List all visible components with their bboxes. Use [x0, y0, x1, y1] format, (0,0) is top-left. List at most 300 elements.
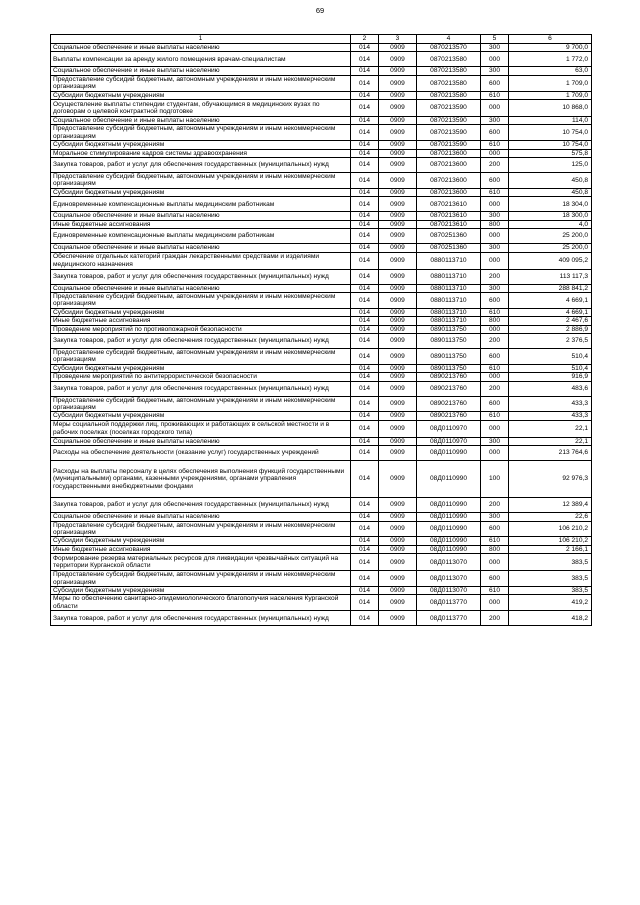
row-sum: 2 886,9 [509, 325, 592, 333]
row-gr: 014 [351, 446, 379, 461]
row-rz: 0909 [379, 188, 417, 196]
row-cs: 0890213760 [417, 381, 481, 396]
row-vr: 600 [481, 75, 509, 91]
column-header: 2 [351, 35, 379, 44]
row-name: Единовременные компенсационные выплаты медицинским работникам [51, 229, 351, 244]
row-name: Выплаты компенсации за аренду жилого помещения врачам-специалистам [51, 52, 351, 67]
table-row [51, 396, 592, 412]
row-name: Социальное обеспечение и иные выплаты населению [51, 284, 351, 292]
row-sum: 10 868,0 [509, 100, 592, 117]
table-row [51, 117, 592, 125]
row-rz: 0909 [379, 381, 417, 396]
table-row [51, 348, 592, 364]
table-row [51, 446, 592, 461]
row-vr: 000 [481, 446, 509, 461]
row-gr: 014 [351, 521, 379, 537]
row-rz: 0909 [379, 348, 417, 364]
row-gr: 014 [351, 67, 379, 75]
row-rz: 0909 [379, 587, 417, 595]
row-vr: 000 [481, 149, 509, 157]
row-cs: 08Д0110990 [417, 537, 481, 545]
row-rz: 0909 [379, 141, 417, 149]
row-sum: 25 200,0 [509, 229, 592, 244]
row-cs: 0870213600 [417, 188, 481, 196]
row-sum: 18 300,0 [509, 212, 592, 220]
row-rz: 0909 [379, 412, 417, 420]
row-name: Обеспечение отдельных категорий граждан лекарственными средствами и изделиями медицинского назначения [51, 252, 351, 269]
row-gr: 014 [351, 595, 379, 611]
row-cs: 0870213600 [417, 173, 481, 189]
row-gr: 014 [351, 461, 379, 498]
row-sum: 25 200,0 [509, 244, 592, 252]
row-sum: 4,0 [509, 220, 592, 228]
row-gr: 014 [351, 333, 379, 348]
table-row [51, 571, 592, 587]
column-header: 6 [509, 35, 592, 44]
row-vr: 300 [481, 437, 509, 445]
row-cs: 0870213590 [417, 100, 481, 117]
row-vr: 610 [481, 537, 509, 545]
table-row [51, 44, 592, 52]
row-rz: 0909 [379, 244, 417, 252]
budget-table [50, 34, 592, 626]
row-sum: 12 389,4 [509, 498, 592, 513]
table-row [51, 220, 592, 228]
table-row [51, 149, 592, 157]
row-sum: 575,8 [509, 149, 592, 157]
row-vr: 600 [481, 173, 509, 189]
row-rz: 0909 [379, 317, 417, 325]
table-row [51, 412, 592, 420]
row-rz: 0909 [379, 220, 417, 228]
table-row [51, 595, 592, 611]
row-rz: 0909 [379, 67, 417, 75]
row-sum: 418,2 [509, 611, 592, 626]
table-row [51, 611, 592, 626]
row-rz: 0909 [379, 91, 417, 99]
row-vr: 600 [481, 521, 509, 537]
table-row [51, 244, 592, 252]
row-cs: 0890113750 [417, 364, 481, 372]
row-gr: 014 [351, 44, 379, 52]
row-name: Проведение мероприятий по противопожарной безопасности [51, 325, 351, 333]
row-cs: 0890113750 [417, 333, 481, 348]
row-name: Закупка товаров, работ и услуг для обеспечения государственных (муниципальных) нужд [51, 381, 351, 396]
table-row [51, 67, 592, 75]
row-cs: 0870213580 [417, 91, 481, 99]
row-cs: 0890213760 [417, 396, 481, 412]
row-rz: 0909 [379, 373, 417, 381]
row-sum: 383,5 [509, 587, 592, 595]
table-row [51, 229, 592, 244]
table-row [51, 554, 592, 571]
row-sum: 22,6 [509, 513, 592, 521]
row-sum: 409 095,2 [509, 252, 592, 269]
row-sum: 114,0 [509, 117, 592, 125]
row-sum: 106 210,2 [509, 537, 592, 545]
row-rz: 0909 [379, 284, 417, 292]
row-sum: 10 754,0 [509, 125, 592, 141]
row-gr: 014 [351, 100, 379, 117]
row-name: Субсидии бюджетным учреждениям [51, 141, 351, 149]
row-gr: 014 [351, 498, 379, 513]
row-name: Субсидии бюджетным учреждениям [51, 308, 351, 316]
row-rz: 0909 [379, 595, 417, 611]
table-row [51, 252, 592, 269]
row-cs: 0870213600 [417, 149, 481, 157]
row-rz: 0909 [379, 75, 417, 91]
row-cs: 0880113710 [417, 269, 481, 284]
row-rz: 0909 [379, 571, 417, 587]
table-row [51, 284, 592, 292]
row-rz: 0909 [379, 461, 417, 498]
row-vr: 000 [481, 197, 509, 212]
row-gr: 014 [351, 381, 379, 396]
row-gr: 014 [351, 292, 379, 308]
row-gr: 014 [351, 212, 379, 220]
row-gr: 014 [351, 220, 379, 228]
row-sum: 916,9 [509, 373, 592, 381]
row-cs: 08Д0110990 [417, 446, 481, 461]
row-rz: 0909 [379, 308, 417, 316]
table-row [51, 381, 592, 396]
row-rz: 0909 [379, 498, 417, 513]
row-vr: 300 [481, 513, 509, 521]
row-name: Социальное обеспечение и иные выплаты населению [51, 117, 351, 125]
row-name: Предоставление субсидий бюджетным, автономным учреждениям и иным некоммерческим организациям [51, 292, 351, 308]
table-row [51, 420, 592, 437]
row-rz: 0909 [379, 333, 417, 348]
row-cs: 08Д0113070 [417, 571, 481, 587]
row-name: Субсидии бюджетным учреждениям [51, 364, 351, 372]
row-name: Осуществление выплаты стипендии студентам, обучающимся в медицинских вузах по договорам о целевой контрактной подготовке [51, 100, 351, 117]
row-gr: 014 [351, 188, 379, 196]
row-cs: 0880113710 [417, 317, 481, 325]
row-sum: 2 166,1 [509, 545, 592, 553]
row-gr: 014 [351, 317, 379, 325]
table-row [51, 317, 592, 325]
row-name: Расходы на выплаты персоналу в целях обеспечения выполнения функций государственными (муниципальными) органами, казенными учреждениями, органами управления государственными внебюджетными фондами [51, 461, 351, 498]
row-name: Субсидии бюджетным учреждениям [51, 188, 351, 196]
row-rz: 0909 [379, 269, 417, 284]
row-sum: 288 841,2 [509, 284, 592, 292]
row-gr: 014 [351, 571, 379, 587]
row-cs: 0890113750 [417, 325, 481, 333]
row-rz: 0909 [379, 513, 417, 521]
row-sum: 1 709,0 [509, 91, 592, 99]
row-sum: 1 772,0 [509, 52, 592, 67]
row-vr: 610 [481, 412, 509, 420]
row-rz: 0909 [379, 117, 417, 125]
row-sum: 10 754,0 [509, 141, 592, 149]
row-rz: 0909 [379, 545, 417, 553]
table-row [51, 521, 592, 537]
row-vr: 800 [481, 220, 509, 228]
row-cs: 0880113710 [417, 292, 481, 308]
row-rz: 0909 [379, 611, 417, 626]
row-vr: 100 [481, 461, 509, 498]
row-vr: 600 [481, 571, 509, 587]
row-rz: 0909 [379, 325, 417, 333]
table-row [51, 173, 592, 189]
row-rz: 0909 [379, 554, 417, 571]
row-cs: 0870213610 [417, 212, 481, 220]
row-cs: 0870213590 [417, 125, 481, 141]
row-name: Иные бюджетные ассигнования [51, 220, 351, 228]
table-row [51, 545, 592, 553]
table-row [51, 373, 592, 381]
row-cs: 0890213760 [417, 373, 481, 381]
row-vr: 000 [481, 100, 509, 117]
column-header: 5 [481, 35, 509, 44]
row-cs: 0870213610 [417, 220, 481, 228]
row-gr: 014 [351, 197, 379, 212]
row-gr: 014 [351, 158, 379, 173]
row-vr: 300 [481, 244, 509, 252]
row-vr: 000 [481, 595, 509, 611]
table-row [51, 437, 592, 445]
row-gr: 014 [351, 373, 379, 381]
row-sum: 92 976,3 [509, 461, 592, 498]
row-gr: 014 [351, 173, 379, 189]
row-sum: 22,1 [509, 420, 592, 437]
row-sum: 213 764,6 [509, 446, 592, 461]
row-vr: 000 [481, 52, 509, 67]
row-vr: 610 [481, 308, 509, 316]
row-sum: 113 117,3 [509, 269, 592, 284]
row-gr: 014 [351, 244, 379, 252]
table-row [51, 52, 592, 67]
row-gr: 014 [351, 554, 379, 571]
row-sum: 419,2 [509, 595, 592, 611]
row-cs: 0880113710 [417, 252, 481, 269]
row-vr: 800 [481, 545, 509, 553]
row-sum: 383,5 [509, 554, 592, 571]
table-row [51, 269, 592, 284]
table-row [51, 158, 592, 173]
row-name: Социальное обеспечение и иные выплаты населению [51, 244, 351, 252]
row-cs: 08Д0110990 [417, 521, 481, 537]
column-header: 4 [417, 35, 481, 44]
row-vr: 000 [481, 373, 509, 381]
row-cs: 0870213580 [417, 67, 481, 75]
row-sum: 450,8 [509, 173, 592, 189]
row-gr: 014 [351, 284, 379, 292]
row-gr: 014 [351, 348, 379, 364]
row-rz: 0909 [379, 537, 417, 545]
row-name: Предоставление субсидий бюджетным, автономным учреждениям и иным некоммерческим организациям [51, 75, 351, 91]
row-name: Социальное обеспечение и иные выплаты населению [51, 513, 351, 521]
row-vr: 200 [481, 269, 509, 284]
row-sum: 510,4 [509, 364, 592, 372]
row-rz: 0909 [379, 437, 417, 445]
row-cs: 0880113710 [417, 308, 481, 316]
table-row [51, 212, 592, 220]
row-vr: 300 [481, 117, 509, 125]
row-cs: 08Д0113770 [417, 595, 481, 611]
page-number: 69 [315, 6, 325, 15]
row-vr: 300 [481, 67, 509, 75]
row-cs: 08Д0113070 [417, 554, 481, 571]
row-rz: 0909 [379, 212, 417, 220]
table-row [51, 537, 592, 545]
row-gr: 014 [351, 141, 379, 149]
row-vr: 000 [481, 325, 509, 333]
row-gr: 014 [351, 364, 379, 372]
row-rz: 0909 [379, 44, 417, 52]
row-vr: 000 [481, 252, 509, 269]
row-name: Единовременные компенсационные выплаты медицинским работникам [51, 197, 351, 212]
row-gr: 014 [351, 537, 379, 545]
row-sum: 22,1 [509, 437, 592, 445]
table-row [51, 308, 592, 316]
row-rz: 0909 [379, 396, 417, 412]
row-sum: 433,3 [509, 396, 592, 412]
row-vr: 200 [481, 498, 509, 513]
table-row [51, 292, 592, 308]
row-vr: 800 [481, 317, 509, 325]
row-cs: 0870213590 [417, 141, 481, 149]
row-vr: 610 [481, 587, 509, 595]
row-vr: 600 [481, 396, 509, 412]
row-rz: 0909 [379, 197, 417, 212]
row-name: Проведение мероприятий по антитеррористической безопасности [51, 373, 351, 381]
row-sum: 4 669,1 [509, 308, 592, 316]
table-row [51, 125, 592, 141]
row-cs: 0870213570 [417, 44, 481, 52]
row-vr: 610 [481, 188, 509, 196]
row-sum: 63,0 [509, 67, 592, 75]
row-sum: 106 210,2 [509, 521, 592, 537]
row-vr: 200 [481, 611, 509, 626]
row-sum: 4 669,1 [509, 292, 592, 308]
table-row [51, 91, 592, 99]
row-rz: 0909 [379, 100, 417, 117]
row-name: Меры по обеспечению санитарно-эпидемиологического благополучия населения Курганской области [51, 595, 351, 611]
table-row [51, 325, 592, 333]
row-cs: 08Д0110990 [417, 498, 481, 513]
row-gr: 014 [351, 513, 379, 521]
row-name: Социальное обеспечение и иные выплаты населению [51, 212, 351, 220]
row-name: Социальное обеспечение и иные выплаты населению [51, 67, 351, 75]
row-sum: 1 709,0 [509, 75, 592, 91]
row-cs: 0870213590 [417, 117, 481, 125]
row-name: Предоставление субсидий бюджетным, автономным учреждениям и иным некоммерческим организациям [51, 521, 351, 537]
row-name: Предоставление субсидий бюджетным, автономным учреждениям и иным некоммерческим организациям [51, 125, 351, 141]
row-vr: 000 [481, 420, 509, 437]
row-cs: 0870213610 [417, 197, 481, 212]
row-sum: 383,5 [509, 571, 592, 587]
row-name: Формирование резерва материальных ресурсов для ликвидации чрезвычайных ситуаций на территории Курганской области [51, 554, 351, 571]
row-gr: 014 [351, 587, 379, 595]
table-row [51, 513, 592, 521]
table-row [51, 587, 592, 595]
row-cs: 08Д0110970 [417, 420, 481, 437]
row-name: Субсидии бюджетным учреждениям [51, 412, 351, 420]
row-name: Расходы на обеспечение деятельности (оказание услуг) государственных учреждений [51, 446, 351, 461]
row-sum: 510,4 [509, 348, 592, 364]
row-vr: 600 [481, 348, 509, 364]
table-row [51, 100, 592, 117]
row-cs: 0870251360 [417, 229, 481, 244]
row-cs: 0880113710 [417, 284, 481, 292]
row-gr: 014 [351, 545, 379, 553]
row-cs: 0870213600 [417, 158, 481, 173]
row-name: Закупка товаров, работ и услуг для обеспечения государственных (муниципальных) нужд [51, 269, 351, 284]
row-vr: 600 [481, 125, 509, 141]
row-name: Предоставление субсидий бюджетным, автономным учреждениям и иным некоммерческим организациям [51, 571, 351, 587]
row-gr: 014 [351, 125, 379, 141]
row-gr: 014 [351, 396, 379, 412]
row-gr: 014 [351, 325, 379, 333]
row-cs: 08Д0110990 [417, 461, 481, 498]
row-name: Субсидии бюджетным учреждениям [51, 587, 351, 595]
row-name: Меры социальной поддержки лиц, проживающих и работающих в сельской местности и в рабочих поселках (поселках городского типа) [51, 420, 351, 437]
row-gr: 014 [351, 437, 379, 445]
row-name: Закупка товаров, работ и услуг для обеспечения государственных (муниципальных) нужд [51, 611, 351, 626]
row-gr: 014 [351, 412, 379, 420]
column-header: 1 [51, 35, 351, 44]
row-gr: 014 [351, 229, 379, 244]
row-sum: 18 304,0 [509, 197, 592, 212]
row-rz: 0909 [379, 420, 417, 437]
row-cs: 0870213580 [417, 75, 481, 91]
row-name: Предоставление субсидий бюджетным, автономным учреждениям и иным некоммерческим организациям [51, 396, 351, 412]
row-gr: 014 [351, 308, 379, 316]
row-vr: 610 [481, 364, 509, 372]
row-name: Закупка товаров, работ и услуг для обеспечения государственных (муниципальных) нужд [51, 498, 351, 513]
row-name: Иные бюджетные ассигнования [51, 317, 351, 325]
row-name: Иные бюджетные ассигнования [51, 545, 351, 553]
row-gr: 014 [351, 91, 379, 99]
row-cs: 0890213760 [417, 412, 481, 420]
table-row [51, 333, 592, 348]
row-name: Социальное обеспечение и иные выплаты населению [51, 437, 351, 445]
row-vr: 000 [481, 229, 509, 244]
row-cs: 08Д0113070 [417, 587, 481, 595]
row-gr: 014 [351, 52, 379, 67]
row-sum: 433,3 [509, 412, 592, 420]
row-name: Субсидии бюджетным учреждениям [51, 91, 351, 99]
row-cs: 0870251360 [417, 244, 481, 252]
row-vr: 200 [481, 333, 509, 348]
row-cs: 08Д0110970 [417, 437, 481, 445]
table-row [51, 364, 592, 372]
row-gr: 014 [351, 420, 379, 437]
table-row [51, 141, 592, 149]
row-name: Предоставление субсидий бюджетным, автономным учреждениям и иным некоммерческим организациям [51, 173, 351, 189]
table-row [51, 188, 592, 196]
row-gr: 014 [351, 75, 379, 91]
row-cs: 08Д0110990 [417, 545, 481, 553]
row-rz: 0909 [379, 52, 417, 67]
table-row [51, 75, 592, 91]
table-row [51, 498, 592, 513]
row-name: Моральное стимулирование кадров системы здравоохранения [51, 149, 351, 157]
row-rz: 0909 [379, 149, 417, 157]
column-header: 3 [379, 35, 417, 44]
row-name: Предоставление субсидий бюджетным, автономным учреждениям и иным некоммерческим организациям [51, 348, 351, 364]
row-cs: 08Д0110990 [417, 513, 481, 521]
row-rz: 0909 [379, 158, 417, 173]
row-name: Социальное обеспечение и иные выплаты населению [51, 44, 351, 52]
row-vr: 200 [481, 381, 509, 396]
row-name: Закупка товаров, работ и услуг для обеспечения государственных (муниципальных) нужд [51, 158, 351, 173]
row-rz: 0909 [379, 364, 417, 372]
row-vr: 200 [481, 158, 509, 173]
row-sum: 2 467,6 [509, 317, 592, 325]
row-sum: 9 700,0 [509, 44, 592, 52]
